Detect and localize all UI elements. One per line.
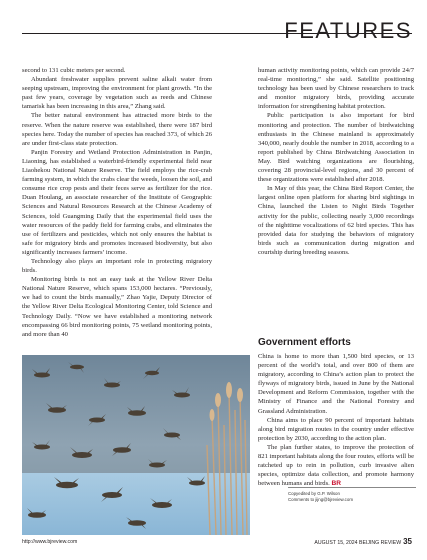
page-header (22, 20, 412, 60)
footer-url[interactable]: http://www.bjreview.com (22, 539, 78, 545)
paragraph: Technology also plays an important role in protecting migratory birds. (22, 257, 212, 275)
paragraph (258, 443, 414, 488)
section-title: FEATURES (284, 18, 412, 43)
issue-date: AUGUST 15, 2024 BEIJING REVIEW (314, 540, 402, 546)
paragraph: second to 131 cubic meters per second. (22, 67, 126, 74)
paragraph: Public participation is also important for bird monitoring and protection. The number of birdwatching enthusiasts in the Chinese mainland is approximately 340,000, nearly double the number in 2018, according to a report published by China Birdwatching Association in May. Bird watching organizations are flourishing, covering 28 provincial-level regions, and 30 percent of these organizations were established after 2018. (258, 112, 414, 184)
ducks-illustration (22, 355, 250, 535)
paragraph: China aims to place 90 percent of important habitats along bird migration routes in the country under effective protection by 2030, according to the action plan. (258, 416, 414, 442)
paragraph: Panjin Forestry and Wetland Protection Administration in Panjin, Liaoning, has established a waterbird-friendly experimental field near Liaohekou National Nature Reserve. The field employs the rice-crab farming system, in which the crabs clear the weeds, loosen the soil, and consume rice crop pests and their feces serve as fertilizer for the rice. Duan Houlang, an associate researcher of the Institute of Geographic Sciences and Natural Resources Research at the Chinese Academy of Sciences, told Guangming Daily that the experimental field uses the water resources of the paddy field for farming crabs, and eliminates the use of fertilizers and pesticides, which not only ensures the habitat is safe for migratory birds and promotes increased biodiversity, but also significantly increases farmers’ income. (22, 148, 212, 256)
page-number: 35 (403, 537, 412, 546)
paragraph: Monitoring birds is not an easy task at the Yellow River Delta National Nature Reserve, which spans 153,000 hectares. “Previously, we had to count the birds manually,” Zhao Yajie, Deputy Director of the Yellow River Delta Ecological Monitoring Center, told Science and Technology Daily. “Now we have established a monitoring network encompassing 66 bird monitoring points, 75 wetland monitoring points, and more than 40 (22, 276, 212, 338)
paragraph-text: The plan further states, to improve the protection of 821 important habitats along the four routes, efforts will be ratcheted up to rein in pollution, curb invasive alien species, optimize data collection, and promote harmony between humans and birds. (258, 443, 414, 488)
paragraph: Abundant freshwater supplies prevent saline alkali water from seeping upstream, improving the environment for plant growth. “In the past few years, coverage by vegetation such as reeds and Chinese tamarisk has been increasing in this area,” Zhang said. (22, 76, 212, 111)
paragraph: China is home to more than 1,500 bird species, or 13 percent of the world’s total, and over 800 of them are migratory, according to China’s action plan to protect the flyways of migratory birds, issued in June by the National Development and Reform Commission, together with the Ministry of Finance and the National Forestry and Grassland Administration. (258, 353, 414, 415)
left-column (22, 66, 212, 339)
end-mark: BR (331, 480, 341, 488)
credits-box (288, 487, 416, 503)
comments-email: Comments to jijng@bjreview.com (288, 497, 353, 502)
paragraph: The better natural environment has attracted more birds to the reserve. When the nature reserve was established, there were 187 bird species here. Today the number of species has reached 373, of which 26 are under first-class state protection. (22, 112, 212, 147)
paragraph: In May of this year, the China Bird Report Center, the largest online open platform for sharing bird sightings in China, launched the Listen to Night Birds Together activity for the public, collecting nearly 3,000 recordings of the nighttime vocalizations of 62 bird species. This has provided data for studying the behaviors of migratory birds such as communication during migration and courtship during breeding seasons. (258, 185, 414, 256)
footer-issue-info (314, 537, 412, 546)
paragraph: human activity monitoring points, which can provide 24/7 real-time monitoring,” she said. Satellite positioning technology has been used by Chinese researchers to track and monitor migratory birds, providing accurate information for strengthening habitat protection. (258, 67, 414, 111)
right-column-upper (258, 66, 414, 257)
copyedit-credit: Copyedited by G.P. Wilson (288, 491, 340, 496)
section-subheading: Government efforts (258, 337, 351, 348)
government-efforts-section (258, 337, 414, 488)
page-footer (22, 537, 412, 547)
flying-ducks-photo (22, 355, 250, 535)
